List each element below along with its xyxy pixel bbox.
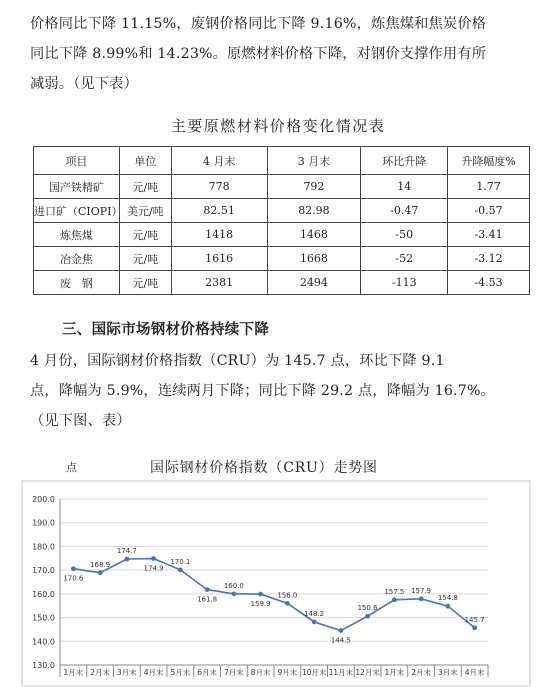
data-point — [445, 604, 450, 609]
data-point — [124, 557, 129, 562]
cell: 国产铁精矿 — [34, 175, 120, 199]
cell: 1.77 — [448, 175, 530, 199]
data-label: 160.0 — [223, 581, 244, 590]
y-tick-label: 160.0 — [32, 589, 55, 599]
header-cell: 4 月末 — [171, 147, 267, 175]
table-row — [34, 175, 530, 199]
x-tick-label: 1月末 — [63, 668, 84, 677]
cell: 冶金焦 — [34, 247, 120, 271]
data-point — [392, 597, 397, 602]
data-label: 174.7 — [116, 546, 137, 555]
y-tick-label: 180.0 — [32, 542, 55, 552]
data-label: 144.5 — [330, 636, 351, 645]
table-row — [34, 271, 530, 295]
cell: -0.57 — [448, 199, 530, 223]
header-cell: 3 月末 — [267, 147, 361, 175]
data-label: 145.7 — [464, 615, 485, 624]
y-tick-label: 200.0 — [32, 495, 55, 504]
cell: 82.98 — [267, 199, 361, 223]
cell: 792 — [267, 175, 361, 199]
x-tick-label: 1月末 — [384, 668, 405, 677]
chart-frame — [22, 481, 530, 686]
data-label: 161.8 — [197, 595, 218, 604]
data-point — [231, 591, 236, 596]
y-tick-label: 190.0 — [32, 518, 55, 528]
data-label: 148.2 — [304, 609, 325, 618]
header-cell: 环比升降 — [361, 147, 448, 175]
x-tick-label: 4月末 — [143, 668, 164, 677]
data-label: 174.9 — [143, 564, 164, 573]
table-row — [34, 247, 530, 271]
x-tick-label: 3月末 — [116, 668, 137, 677]
cell: -50 — [361, 223, 448, 247]
cell: -113 — [361, 271, 448, 295]
header-cell: 单位 — [119, 147, 171, 175]
data-label: 157.5 — [384, 587, 405, 596]
cell: 进口矿（CIOPI） — [34, 199, 120, 223]
cell: 82.51 — [171, 199, 267, 223]
y-tick-label: 130.0 — [32, 661, 55, 670]
cell: -3.41 — [448, 223, 530, 247]
x-tick-label: 3月末 — [437, 668, 458, 677]
cell: -0.47 — [361, 199, 448, 223]
y-tick-label: 170.0 — [32, 566, 55, 576]
cell: 美元/吨 — [119, 199, 171, 223]
x-tick-label: 4月末 — [464, 668, 485, 677]
x-tick-label: 10月末 — [301, 668, 327, 677]
cru-paragraph — [30, 346, 530, 436]
x-tick-label: 12月末 — [355, 668, 380, 677]
cell: 1668 — [267, 247, 361, 271]
data-label: 159.9 — [250, 600, 271, 609]
cell: 废 钢 — [34, 271, 120, 295]
y-tick-label: 140.0 — [32, 637, 55, 647]
materials-price-table — [33, 146, 530, 295]
data-point — [205, 587, 210, 592]
chart-y-unit: 点 — [66, 461, 77, 474]
data-label: 154.8 — [437, 594, 458, 603]
table-header-row — [34, 147, 530, 175]
text-line: 减弱。（见下表） — [30, 76, 139, 92]
data-point — [312, 619, 317, 624]
header-cell: 升降幅度% — [448, 147, 530, 175]
data-label: 170.1 — [170, 557, 191, 566]
data-label: 156.0 — [277, 591, 298, 600]
text-line: （见下图、表） — [30, 413, 131, 429]
cell: -52 — [361, 247, 448, 271]
x-tick-label: 7月末 — [223, 668, 244, 677]
data-point — [365, 614, 370, 619]
x-tick-label: 5月末 — [170, 668, 191, 677]
x-tick-label: 11月末 — [328, 668, 354, 677]
cell: 2494 — [267, 271, 361, 295]
data-label: 150.6 — [357, 604, 378, 613]
chart-title: 国际钢材价格指数（CRU）走势图 — [150, 460, 378, 476]
cell: 14 — [361, 175, 448, 199]
data-point — [258, 592, 263, 597]
cell: 元/吨 — [119, 271, 171, 295]
cell: -4.53 — [448, 271, 530, 295]
data-point — [419, 596, 424, 601]
table-row — [34, 199, 530, 223]
cell: 元/吨 — [119, 175, 171, 199]
y-tick-label: 150.0 — [32, 613, 55, 623]
x-tick-label: 6月末 — [197, 668, 218, 677]
cell: 2381 — [171, 271, 267, 295]
x-tick-label: 8月末 — [250, 668, 271, 677]
cru-line-chart — [0, 478, 556, 687]
data-point — [472, 625, 477, 630]
cell: 778 — [171, 175, 267, 199]
data-point — [151, 556, 156, 561]
data-point — [338, 628, 343, 633]
x-tick-label: 9月末 — [277, 668, 298, 677]
table-row — [34, 223, 530, 247]
section-heading: 三、国际市场钢材价格持续下降 — [62, 322, 270, 338]
data-label: 168.9 — [90, 560, 111, 569]
text-line: 价格同比下降 11.15%，废钢价格同比下降 9.16%，炼焦煤和焦炭价格 — [30, 16, 487, 32]
text-line: 点，降幅为 5.9%，连续两月下降；同比下降 29.2 点，降幅为 16.7%。 — [30, 383, 496, 399]
cell: 1616 — [171, 247, 267, 271]
data-point — [285, 601, 290, 606]
header-cell: 项目 — [34, 147, 120, 175]
data-point — [71, 566, 76, 571]
cell: 1418 — [171, 223, 267, 247]
x-tick-label: 2月末 — [411, 668, 432, 677]
text-line: 同比下降 8.99%和 14.23%。原燃材料价格下降，对钢价支撑作用有所 — [30, 46, 487, 62]
table-title: 主要原燃材料价格变化情况表 — [170, 117, 386, 135]
data-label: 170.6 — [63, 574, 84, 583]
data-point — [98, 570, 103, 575]
cell: 元/吨 — [119, 223, 171, 247]
text-line: 4 月份，国际钢材价格指数（CRU）为 145.7 点，环比下降 9.1 — [30, 353, 445, 369]
cell: -3.12 — [448, 247, 530, 271]
data-label: 157.9 — [411, 586, 432, 595]
cell: 元/吨 — [119, 247, 171, 271]
data-point — [178, 568, 183, 573]
x-tick-label: 2月末 — [90, 668, 111, 677]
intro-paragraph — [30, 9, 530, 99]
cell: 炼焦煤 — [34, 223, 120, 247]
cell: 1468 — [267, 223, 361, 247]
